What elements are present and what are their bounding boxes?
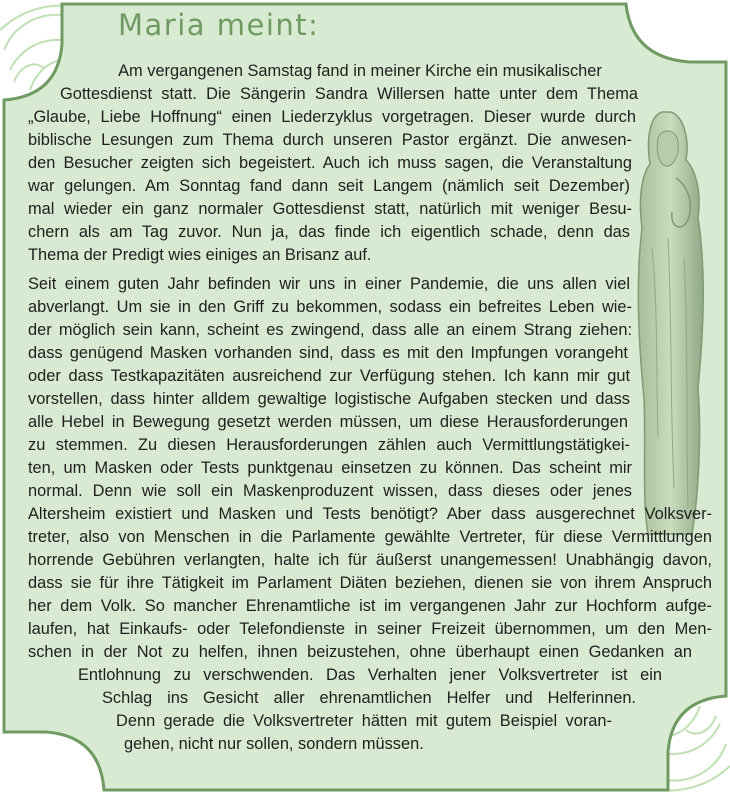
text-line: dass sie für ihre Tätigkeit im Parlament Diäten beziehen, dienen sie von ihrem Anspruch (28, 574, 712, 592)
text-line: zu stemmen. Zu diesen Herausforderungen zählen auch Vermittlungstätigkei- (28, 436, 630, 454)
text-line: gehen, nicht nur sollen, sondern müssen. (124, 735, 424, 753)
text-line: Thema der Predigt wies einiges an Brisanz auf. (28, 246, 372, 264)
text-line: Entlohnung zu verschwenden. Das Verhalten jener Volksvertreter ist ein (78, 666, 662, 684)
text-line: Schlag ins Gesicht aller ehrenamtlichen Helfer und Helferinnen. (102, 689, 636, 707)
text-line: normal. Denn wie soll ein Maskenproduzent wissen, dass dieses oder jenes (28, 482, 632, 500)
text-line: abverlangt. Um sie in den Griff zu bekommen, sodass ein befreites Leben wie- (28, 298, 632, 316)
text-line: Seit einem guten Jahr befinden wir uns in einer Pandemie, die uns allen viel (28, 275, 630, 293)
text-line: ten, um Masken oder Tests punktgenau einsetzen zu können. Das scheint mir (28, 459, 632, 477)
text-line: schen in der Not zu helfen, ihnen beizustehen, ohne überhaupt einen Gedanken an (28, 643, 692, 661)
text-line: Am vergangenen Samstag fand in meiner Kirche ein musikalischer (118, 62, 602, 80)
text-line: den Besucher zeigten sich begeistert. Auch ich muss sagen, die Veranstaltung (28, 154, 632, 172)
text-line: horrende Gebühren verlangten, halte ich für äußerst unangemessen! Unabhängig davon, (28, 551, 712, 569)
text-line: biblische Lesungen zum Thema durch unseren Pastor ergänzt. Die anwesen- (28, 131, 632, 149)
text-line: Denn gerade die Volksvertreter hätten mit gutem Beispiel voran- (116, 712, 612, 730)
text-line: her dem Volk. So mancher Ehrenamtliche ist im vergangenen Jahr zur Hochform aufge- (28, 597, 712, 615)
text-line: chern als am Tag zuvor. Nun ja, das finde ich eigentlich schade, denn das (28, 223, 630, 241)
text-line: dass genügend Masken vorhanden sind, dass es mit den Impfungen vorangeht (28, 344, 628, 362)
text-line: „Glaube, Liebe Hoffnung“ einen Liederzyklus vorgetragen. Dieser wurde durch (28, 108, 636, 126)
page-heading: Maria meint: (118, 8, 320, 42)
madonna-figurine-image (628, 108, 712, 538)
text-line: vorstellen, dass hinter alldem gewaltige logistische Aufgaben stecken und dass (28, 390, 630, 408)
text-line: laufen, hat Einkaufs- oder Telefondienste in seiner Freizeit übernommen, um den Men- (28, 620, 712, 638)
text-line: oder dass Testkapazitäten ausreichend zur Verfügung stehen. Ich kann mir gut (28, 367, 630, 385)
text-line: alle Hebel in Bewegung gesetzt werden müssen, um diese Herausforderungen (28, 413, 628, 431)
text-line: war gelungen. Am Sonntag fand dann seit Langem (nämlich seit Dezember) (28, 177, 630, 195)
text-line: Gottesdienst statt. Die Sängerin Sandra Willersen hatte unter dem Thema (60, 85, 638, 103)
text-line: der möglich sein kann, scheint es zwingend, dass alle an einem Strang ziehen: (28, 321, 632, 339)
text-line: Altersheim existiert und Masken und Tests benötigt? Aber dass ausgerechnet Volksver- (28, 505, 712, 523)
text-line: mal wieder ein ganz normaler Gottesdienst statt, natürlich mit weniger Besu- (28, 200, 632, 218)
text-line: treter, also von Menschen in die Parlamente gewählte Vertreter, für diese Vermittlungen (28, 528, 712, 546)
